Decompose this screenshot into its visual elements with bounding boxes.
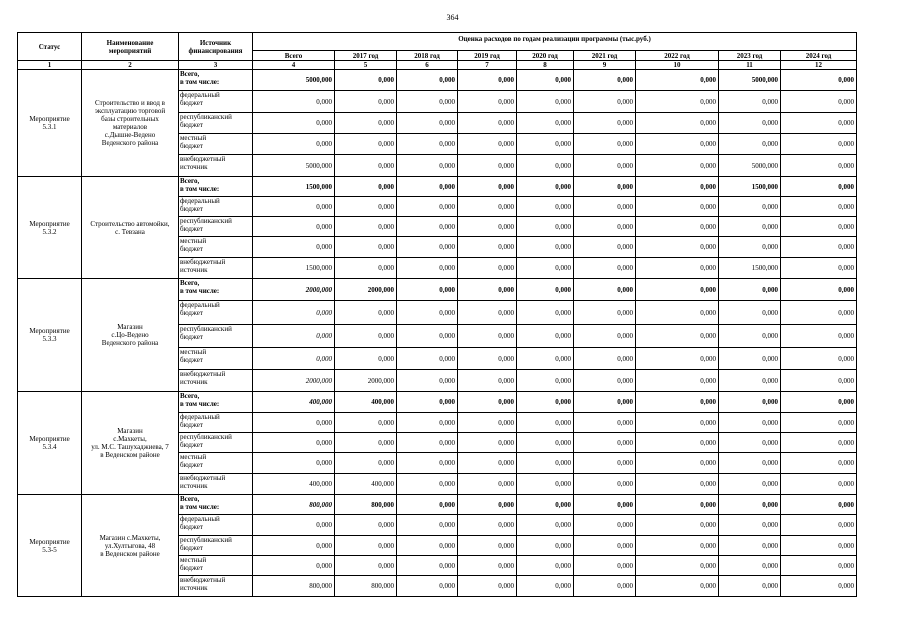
funding-source: Всего, в том числе: — [179, 392, 253, 413]
year-value-cell: 0,000 — [517, 515, 574, 536]
funding-source: Всего, в том числе: — [179, 70, 253, 91]
total-value-cell: 400,000 — [253, 392, 335, 413]
table-body — [18, 70, 857, 597]
column-number: 8 — [517, 61, 574, 70]
year-value-cell: 0,000 — [517, 413, 574, 433]
year-value-cell: 0,000 — [636, 279, 719, 301]
year-value-cell: 0,000 — [636, 134, 719, 155]
year-value-cell: 0,000 — [636, 413, 719, 433]
year-value-cell: 0,000 — [335, 515, 397, 536]
year-value-cell: 0,000 — [335, 325, 397, 348]
year-value-cell: 0,000 — [335, 91, 397, 113]
header-status: Статус — [18, 33, 82, 61]
total-value-cell: 0,000 — [253, 515, 335, 536]
year-value-cell: 0,000 — [517, 70, 574, 91]
year-value-cell: 0,000 — [335, 197, 397, 217]
year-value-cell: 0,000 — [458, 155, 517, 177]
column-number: 3 — [179, 61, 253, 70]
total-value-cell: 5000,000 — [253, 155, 335, 177]
year-value-cell: 0,000 — [458, 474, 517, 495]
year-value-cell: 5000,000 — [719, 70, 781, 91]
year-value-cell: 0,000 — [397, 325, 458, 348]
total-value-cell: 0,000 — [253, 413, 335, 433]
year-value-cell: 0,000 — [517, 576, 574, 597]
activity-status: Мероприятие 5.3.4 — [18, 392, 82, 495]
year-value-cell: 0,000 — [636, 474, 719, 495]
year-value-cell: 0,000 — [636, 113, 719, 134]
activity-status: Мероприятие 5.3.1 — [18, 70, 82, 177]
year-value-cell: 0,000 — [458, 392, 517, 413]
funding-source: республиканский бюджет — [179, 113, 253, 134]
year-value-cell: 400,000 — [335, 392, 397, 413]
funding-source: внебюджетный источник — [179, 155, 253, 177]
year-value-cell: 0,000 — [636, 370, 719, 392]
year-value-cell: 0,000 — [397, 217, 458, 237]
total-value-cell: 0,000 — [253, 197, 335, 217]
table-row — [18, 279, 857, 301]
funding-source: Всего, в том числе: — [179, 279, 253, 301]
year-value-cell: 0,000 — [719, 392, 781, 413]
year-value-cell: 0,000 — [458, 113, 517, 134]
table-row — [18, 70, 857, 91]
expense-table — [17, 32, 857, 597]
table-row — [18, 495, 857, 515]
year-value-cell: 0,000 — [458, 348, 517, 370]
year-value-cell: 0,000 — [719, 279, 781, 301]
year-value-cell: 0,000 — [397, 91, 458, 113]
year-value-cell: 0,000 — [636, 433, 719, 453]
year-value-cell: 800,000 — [335, 495, 397, 515]
year-value-cell: 0,000 — [397, 370, 458, 392]
total-value-cell: 0,000 — [253, 536, 335, 556]
year-value-cell: 0,000 — [781, 155, 857, 177]
year-value-cell: 0,000 — [397, 392, 458, 413]
year-value-cell: 0,000 — [719, 556, 781, 576]
year-value-cell: 0,000 — [517, 155, 574, 177]
year-value-cell: 0,000 — [458, 433, 517, 453]
activity-status: Мероприятие 5.3.3 — [18, 279, 82, 392]
year-value-cell: 0,000 — [458, 556, 517, 576]
funding-source: федеральный бюджет — [179, 413, 253, 433]
funding-source: Всего, в том числе: — [179, 495, 253, 515]
year-value-cell: 0,000 — [574, 279, 636, 301]
year-value-cell: 0,000 — [781, 433, 857, 453]
year-value-cell: 0,000 — [397, 301, 458, 325]
funding-source: внебюджетный источник — [179, 474, 253, 495]
year-value-cell: 0,000 — [636, 177, 719, 197]
year-value-cell: 0,000 — [781, 474, 857, 495]
year-value-cell: 0,000 — [517, 113, 574, 134]
year-value-cell: 0,000 — [574, 413, 636, 433]
funding-source: внебюджетный источник — [179, 370, 253, 392]
funding-source: федеральный бюджет — [179, 197, 253, 217]
year-value-cell: 0,000 — [517, 91, 574, 113]
year-value-cell: 0,000 — [458, 134, 517, 155]
year-value-cell: 0,000 — [574, 433, 636, 453]
year-value-cell: 0,000 — [781, 279, 857, 301]
year-value-cell: 0,000 — [574, 325, 636, 348]
year-value-cell: 0,000 — [458, 197, 517, 217]
year-value-cell: 0,000 — [574, 474, 636, 495]
year-value-cell: 0,000 — [517, 474, 574, 495]
year-value-cell: 0,000 — [636, 348, 719, 370]
year-value-cell: 0,000 — [574, 370, 636, 392]
year-value-cell: 0,000 — [719, 433, 781, 453]
year-value-cell: 2000,000 — [335, 370, 397, 392]
year-value-cell: 0,000 — [574, 348, 636, 370]
year-value-cell: 0,000 — [397, 474, 458, 495]
year-value-cell: 0,000 — [458, 70, 517, 91]
funding-source: республиканский бюджет — [179, 433, 253, 453]
year-value-cell: 0,000 — [458, 453, 517, 474]
total-value-cell: 2000,000 — [253, 370, 335, 392]
year-value-cell: 0,000 — [719, 348, 781, 370]
year-value-cell: 0,000 — [719, 134, 781, 155]
column-number: 11 — [719, 61, 781, 70]
year-value-cell: 0,000 — [335, 134, 397, 155]
year-value-cell: 0,000 — [458, 515, 517, 536]
year-value-cell: 0,000 — [781, 237, 857, 258]
year-value-cell: 0,000 — [335, 177, 397, 197]
year-value-cell: 0,000 — [397, 515, 458, 536]
column-number: 2 — [82, 61, 179, 70]
activity-name: Магазин с.Махкеты, ул.Хултыгова, 48 в Веденском районе — [82, 495, 179, 597]
total-value-cell: 0,000 — [253, 217, 335, 237]
year-value-cell: 0,000 — [636, 70, 719, 91]
header-funding-source: Источник финансирования — [179, 33, 253, 61]
activity-name: Строительство автомойки, с. Тевзана — [82, 177, 179, 279]
funding-source: местный бюджет — [179, 556, 253, 576]
funding-source: республиканский бюджет — [179, 536, 253, 556]
header-expense-estimate: Оценка расходов по годам реализации программы (тыс.руб.) — [253, 33, 857, 51]
total-value-cell: 0,000 — [253, 348, 335, 370]
year-value-cell: 0,000 — [574, 515, 636, 536]
year-value-cell: 0,000 — [397, 453, 458, 474]
year-value-cell: 0,000 — [781, 576, 857, 597]
year-value-cell: 0,000 — [397, 197, 458, 217]
funding-source: местный бюджет — [179, 348, 253, 370]
year-value-cell: 0,000 — [517, 433, 574, 453]
total-value-cell: 0,000 — [253, 433, 335, 453]
year-value-cell: 0,000 — [397, 433, 458, 453]
column-number: 4 — [253, 61, 335, 70]
total-value-cell: 0,000 — [253, 453, 335, 474]
year-value-cell: 0,000 — [636, 515, 719, 536]
year-value-cell: 800,000 — [335, 576, 397, 597]
year-value-cell: 0,000 — [636, 325, 719, 348]
year-value-cell: 0,000 — [781, 392, 857, 413]
year-value-cell: 0,000 — [781, 413, 857, 433]
header-activity-name: Наименование мероприятий — [82, 33, 179, 61]
total-value-cell: 800,000 — [253, 576, 335, 597]
year-value-cell: 0,000 — [781, 515, 857, 536]
year-value-cell: 0,000 — [574, 392, 636, 413]
year-value-cell: 0,000 — [781, 197, 857, 217]
column-number: 10 — [636, 61, 719, 70]
year-value-cell: 0,000 — [719, 237, 781, 258]
header-year-2024: 2024 год — [781, 51, 857, 61]
year-value-cell: 0,000 — [458, 536, 517, 556]
year-value-cell: 0,000 — [574, 556, 636, 576]
year-value-cell: 0,000 — [458, 258, 517, 279]
year-value-cell: 0,000 — [636, 392, 719, 413]
year-value-cell: 0,000 — [636, 556, 719, 576]
year-value-cell: 0,000 — [458, 413, 517, 433]
year-value-cell: 0,000 — [335, 433, 397, 453]
year-value-cell: 0,000 — [397, 348, 458, 370]
year-value-cell: 0,000 — [335, 217, 397, 237]
year-value-cell: 0,000 — [397, 155, 458, 177]
year-value-cell: 0,000 — [636, 495, 719, 515]
total-value-cell: 0,000 — [253, 325, 335, 348]
total-value-cell: 1500,000 — [253, 258, 335, 279]
year-value-cell: 0,000 — [458, 279, 517, 301]
funding-source: местный бюджет — [179, 134, 253, 155]
year-value-cell: 0,000 — [636, 258, 719, 279]
year-value-cell: 0,000 — [397, 576, 458, 597]
year-value-cell: 0,000 — [781, 453, 857, 474]
year-value-cell: 0,000 — [719, 495, 781, 515]
year-value-cell: 0,000 — [781, 325, 857, 348]
year-value-cell: 0,000 — [636, 237, 719, 258]
column-number: 12 — [781, 61, 857, 70]
year-value-cell: 0,000 — [397, 177, 458, 197]
activity-name: Строительство и ввод в эксплуатацию торговой базы строительных материалов с.Дышне-Ведено Веденского района — [82, 70, 179, 177]
year-value-cell: 0,000 — [719, 576, 781, 597]
year-value-cell: 0,000 — [636, 91, 719, 113]
year-value-cell: 0,000 — [574, 91, 636, 113]
year-value-cell: 0,000 — [719, 217, 781, 237]
year-value-cell: 0,000 — [517, 279, 574, 301]
year-value-cell: 0,000 — [517, 217, 574, 237]
funding-source: местный бюджет — [179, 237, 253, 258]
year-value-cell: 0,000 — [397, 556, 458, 576]
year-value-cell: 0,000 — [458, 576, 517, 597]
year-value-cell: 0,000 — [458, 325, 517, 348]
year-value-cell: 0,000 — [517, 495, 574, 515]
year-value-cell: 0,000 — [458, 91, 517, 113]
year-value-cell: 0,000 — [636, 197, 719, 217]
year-value-cell: 0,000 — [517, 556, 574, 576]
year-value-cell: 0,000 — [517, 134, 574, 155]
year-value-cell: 0,000 — [397, 237, 458, 258]
year-value-cell: 0,000 — [719, 197, 781, 217]
year-value-cell: 0,000 — [781, 177, 857, 197]
year-value-cell: 0,000 — [781, 536, 857, 556]
year-value-cell: 0,000 — [517, 301, 574, 325]
column-number: 6 — [397, 61, 458, 70]
activity-name: Магазин с.Цо-Ведено Веденского района — [82, 279, 179, 392]
header-year-2022: 2022 год — [636, 51, 719, 61]
year-value-cell: 0,000 — [517, 348, 574, 370]
funding-source: республиканский бюджет — [179, 217, 253, 237]
year-value-cell: 0,000 — [636, 453, 719, 474]
header-year-2018: 2018 год — [397, 51, 458, 61]
year-value-cell: 0,000 — [458, 301, 517, 325]
page-number: 364 — [446, 13, 459, 22]
year-value-cell: 0,000 — [335, 237, 397, 258]
header-year-2017: 2017 год — [335, 51, 397, 61]
total-value-cell: 800,000 — [253, 495, 335, 515]
year-value-cell: 0,000 — [719, 370, 781, 392]
funding-source: федеральный бюджет — [179, 91, 253, 113]
column-number: 5 — [335, 61, 397, 70]
year-value-cell: 0,000 — [781, 301, 857, 325]
table-row — [18, 392, 857, 413]
header-year-2021: 2021 год — [574, 51, 636, 61]
year-value-cell: 400,000 — [335, 474, 397, 495]
total-value-cell: 5000,000 — [253, 70, 335, 91]
year-value-cell: 0,000 — [397, 258, 458, 279]
year-value-cell: 0,000 — [458, 237, 517, 258]
activity-status: Мероприятие 5.3-5 — [18, 495, 82, 597]
total-value-cell: 0,000 — [253, 301, 335, 325]
year-value-cell: 0,000 — [517, 258, 574, 279]
year-value-cell: 0,000 — [458, 177, 517, 197]
year-value-cell: 0,000 — [335, 155, 397, 177]
year-value-cell: 2000,000 — [335, 279, 397, 301]
year-value-cell: 0,000 — [574, 134, 636, 155]
header-year-2020: 2020 год — [517, 51, 574, 61]
total-value-cell: 1500,000 — [253, 177, 335, 197]
funding-source: республиканский бюджет — [179, 325, 253, 348]
total-value-cell: 0,000 — [253, 113, 335, 134]
header-row — [18, 33, 857, 51]
year-value-cell: 0,000 — [636, 576, 719, 597]
year-value-cell: 0,000 — [397, 536, 458, 556]
year-value-cell: 0,000 — [574, 237, 636, 258]
total-value-cell: 400,000 — [253, 474, 335, 495]
year-value-cell: 0,000 — [335, 70, 397, 91]
year-value-cell: 0,000 — [574, 70, 636, 91]
header-year-2019: 2019 год — [458, 51, 517, 61]
year-value-cell: 0,000 — [517, 392, 574, 413]
funding-source: местный бюджет — [179, 453, 253, 474]
total-value-cell: 2000,000 — [253, 279, 335, 301]
year-value-cell: 0,000 — [397, 413, 458, 433]
year-value-cell: 0,000 — [781, 70, 857, 91]
funding-source: внебюджетный источник — [179, 258, 253, 279]
year-value-cell: 0,000 — [458, 370, 517, 392]
year-value-cell: 0,000 — [335, 536, 397, 556]
year-value-cell: 0,000 — [636, 536, 719, 556]
column-number: 7 — [458, 61, 517, 70]
year-value-cell: 0,000 — [574, 536, 636, 556]
year-value-cell: 0,000 — [719, 536, 781, 556]
year-value-cell: 0,000 — [574, 197, 636, 217]
funding-source: внебюджетный источник — [179, 576, 253, 597]
year-value-cell: 0,000 — [574, 217, 636, 237]
year-value-cell: 0,000 — [335, 258, 397, 279]
year-value-cell: 0,000 — [335, 348, 397, 370]
year-value-cell: 0,000 — [335, 453, 397, 474]
year-value-cell: 0,000 — [719, 301, 781, 325]
year-value-cell: 0,000 — [781, 258, 857, 279]
column-numbers-row — [18, 61, 857, 70]
funding-source: федеральный бюджет — [179, 515, 253, 536]
year-value-cell: 0,000 — [517, 177, 574, 197]
year-value-cell: 0,000 — [574, 113, 636, 134]
year-value-cell: 0,000 — [719, 474, 781, 495]
year-value-cell: 0,000 — [781, 91, 857, 113]
year-value-cell: 0,000 — [574, 301, 636, 325]
year-value-cell: 0,000 — [517, 370, 574, 392]
table-row — [18, 177, 857, 197]
year-value-cell: 0,000 — [517, 197, 574, 217]
total-value-cell: 0,000 — [253, 134, 335, 155]
year-value-cell: 0,000 — [574, 177, 636, 197]
year-value-cell: 0,000 — [636, 301, 719, 325]
year-value-cell: 0,000 — [719, 413, 781, 433]
year-value-cell: 1500,000 — [719, 177, 781, 197]
year-value-cell: 0,000 — [574, 453, 636, 474]
total-value-cell: 0,000 — [253, 91, 335, 113]
year-value-cell: 0,000 — [781, 370, 857, 392]
funding-source: Всего, в том числе: — [179, 177, 253, 197]
year-value-cell: 0,000 — [574, 576, 636, 597]
year-value-cell: 0,000 — [517, 237, 574, 258]
activity-name: Магазин с.Махкеты, ул. М.С. Ташухаджиева, 7 в Веденском районе — [82, 392, 179, 495]
year-value-cell: 0,000 — [719, 91, 781, 113]
year-value-cell: 0,000 — [458, 495, 517, 515]
year-value-cell: 0,000 — [397, 495, 458, 515]
year-value-cell: 0,000 — [335, 413, 397, 433]
year-value-cell: 0,000 — [719, 453, 781, 474]
column-number: 9 — [574, 61, 636, 70]
year-value-cell: 0,000 — [335, 556, 397, 576]
year-value-cell: 1500,000 — [719, 258, 781, 279]
year-value-cell: 0,000 — [781, 217, 857, 237]
year-value-cell: 0,000 — [574, 258, 636, 279]
year-value-cell: 0,000 — [517, 453, 574, 474]
year-value-cell: 0,000 — [574, 155, 636, 177]
funding-source: федеральный бюджет — [179, 301, 253, 325]
year-value-cell: 0,000 — [781, 348, 857, 370]
year-value-cell: 0,000 — [719, 325, 781, 348]
year-value-cell: 5000,000 — [719, 155, 781, 177]
header-year-2023: 2023 год — [719, 51, 781, 61]
year-value-cell: 0,000 — [517, 325, 574, 348]
year-value-cell: 0,000 — [574, 495, 636, 515]
activity-status: Мероприятие 5.3.2 — [18, 177, 82, 279]
year-value-cell: 0,000 — [719, 113, 781, 134]
total-value-cell: 0,000 — [253, 556, 335, 576]
year-value-cell: 0,000 — [781, 495, 857, 515]
year-value-cell: 0,000 — [335, 301, 397, 325]
year-value-cell: 0,000 — [397, 279, 458, 301]
total-value-cell: 0,000 — [253, 237, 335, 258]
year-value-cell: 0,000 — [781, 134, 857, 155]
year-value-cell: 0,000 — [335, 113, 397, 134]
year-value-cell: 0,000 — [397, 70, 458, 91]
year-value-cell: 0,000 — [517, 536, 574, 556]
header-total: Всего — [253, 51, 335, 61]
year-value-cell: 0,000 — [781, 556, 857, 576]
table-header — [18, 33, 857, 70]
column-number: 1 — [18, 61, 82, 70]
year-value-cell: 0,000 — [458, 217, 517, 237]
year-value-cell: 0,000 — [397, 134, 458, 155]
year-value-cell: 0,000 — [781, 113, 857, 134]
year-value-cell: 0,000 — [719, 515, 781, 536]
year-value-cell: 0,000 — [636, 217, 719, 237]
year-value-cell: 0,000 — [636, 155, 719, 177]
year-value-cell: 0,000 — [397, 113, 458, 134]
